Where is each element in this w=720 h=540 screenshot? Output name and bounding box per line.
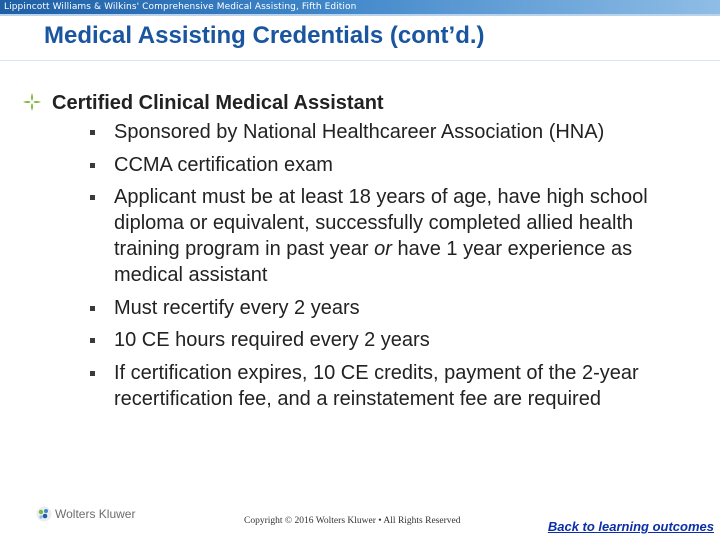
- square-bullet-icon: [90, 163, 95, 168]
- bullet-heading: [22, 90, 702, 412]
- list-item-text-part: Applicant must be at least 18 years of age, have high school diploma or equivalent, successfully completed allied health training program in past year: [114, 186, 648, 260]
- list-item-text: Sponsored by National Healthcareer Association (HNA): [114, 121, 605, 143]
- banner-underline: [0, 14, 720, 16]
- list-item: [52, 295, 702, 321]
- list-item: [52, 119, 702, 145]
- list-item-text-part: have 1 year experience as medical assistant: [114, 238, 633, 286]
- square-bullet-icon: [90, 130, 95, 135]
- square-bullet-icon: [90, 306, 95, 311]
- list-item-text: 10 CE hours required every 2 years: [114, 329, 430, 351]
- list-item: [52, 184, 702, 288]
- top-banner: [0, 0, 720, 14]
- banner-text: Lippincott Williams & Wilkins' Comprehensive Medical Assisting, Fifth Edition: [4, 2, 357, 12]
- wolters-kluwer-logo-icon: [36, 506, 52, 522]
- list-item: [52, 360, 702, 412]
- list-item-emphasis: or: [374, 238, 392, 260]
- square-bullet-icon: [90, 371, 95, 376]
- list-item-text: [114, 186, 648, 286]
- list-item: [52, 152, 702, 178]
- list-item-text: If certification expires, 10 CE credits, payment of the 2-year recertification fee, and a reinstatement fee are required: [114, 361, 639, 410]
- sub-bullet-list: [52, 119, 702, 412]
- diamond-bullet-icon: [22, 91, 42, 113]
- list-item-text: Must recertify every 2 years: [114, 296, 360, 319]
- square-bullet-icon: [90, 195, 95, 200]
- page-title: Medical Assisting Credentials (cont’d.): [44, 22, 485, 49]
- copyright-text: Copyright © 2016 Wolters Kluwer • All Rights Reserved: [244, 516, 461, 526]
- list-item-text: CCMA certification exam: [114, 153, 333, 176]
- logo-text: Wolters Kluwer: [55, 507, 136, 521]
- list-item: [52, 327, 702, 353]
- back-to-learning-outcomes-link[interactable]: Back to learning outcomes: [547, 519, 714, 534]
- title-divider: [0, 60, 720, 61]
- wolters-kluwer-logo: [36, 505, 156, 525]
- bullet-heading-text: Certified Clinical Medical Assistant: [52, 92, 384, 114]
- square-bullet-icon: [90, 338, 95, 343]
- slide-content: [22, 90, 702, 418]
